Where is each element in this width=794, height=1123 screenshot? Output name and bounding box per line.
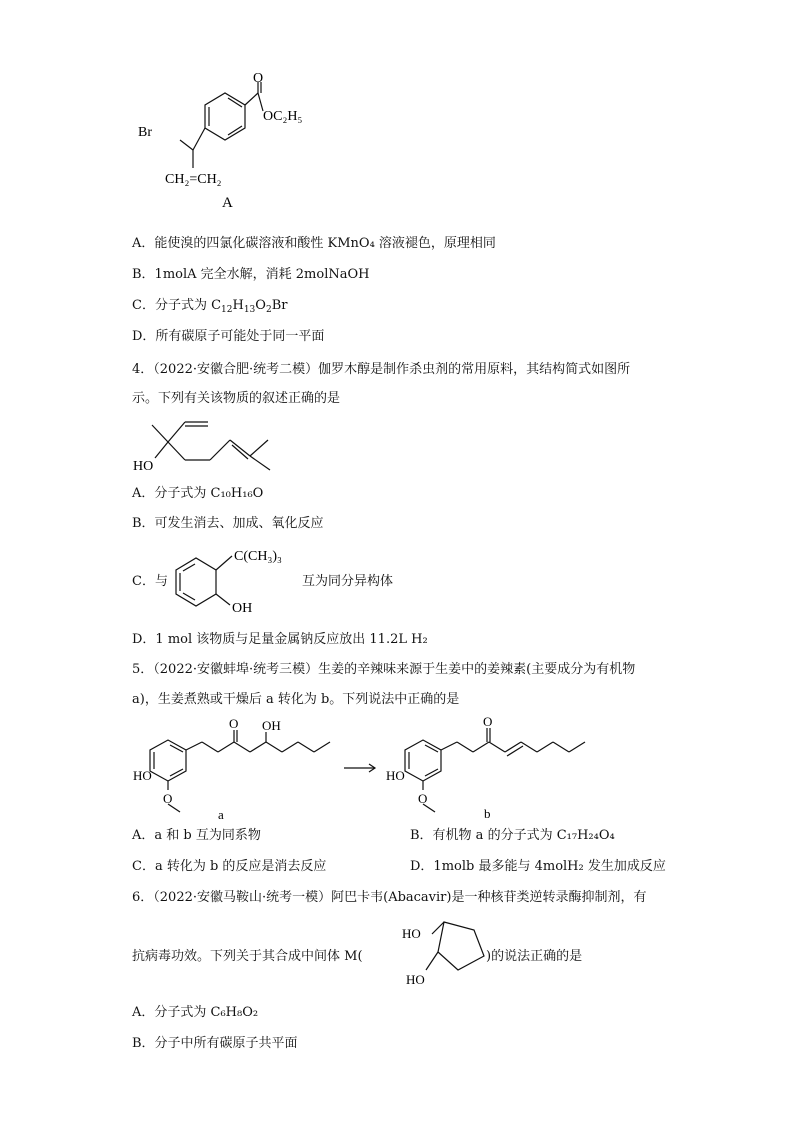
reaction-arrow (342, 762, 378, 774)
chem-ho-label: HO (386, 768, 405, 783)
molecule-a-label: A (222, 195, 233, 210)
q4-option-c-prefix: C．与 (132, 574, 168, 589)
linalool-structure (130, 410, 300, 480)
molecule-a-structure (130, 70, 330, 210)
chem-oc2h5-label: OC₂H₅ (263, 109, 303, 124)
chem-oh-label: OH (232, 601, 253, 616)
q5-option-a: A．a 和 b 互为同系物 (132, 828, 261, 843)
chem-ho-label: HO (406, 972, 425, 987)
chem-ch2ch2-label: CH₂=CH₂ (165, 172, 222, 187)
q3-option-c: C．分子式为 $C_{12}H_{13}O_2Br$ (132, 298, 288, 315)
label-b: b (484, 806, 491, 820)
q3-option-b: B．1molA 完全水解，消耗 2molNaOH (132, 267, 370, 282)
chem-o-label: O (163, 791, 173, 806)
chem-br-label: Br (138, 125, 152, 140)
chem-ho-label: HO (133, 459, 154, 474)
q3-option-a: A．能使溴的四氯化碳溶液和酸性 KMnO₄ 溶液褪色，原理相同 (132, 236, 496, 251)
q5-stem-line2: a)，生姜煮熟或干燥后 a 转化为 b。下列说法中正确的是 (132, 692, 460, 707)
isomer-structure (168, 542, 303, 620)
q4-option-c-suffix: 互为同分异构体 (302, 574, 394, 589)
q4-option-d: D．1 mol 该物质与足量金属钠反应放出 11.2L H₂ (132, 632, 428, 647)
chem-o-label: O (229, 718, 239, 731)
q4-option-b: B．可发生消去、加成、氧化反应 (132, 516, 324, 531)
q6-option-b: B．分子中所有碳原子共平面 (132, 1036, 298, 1051)
q4-stem-line1: 4．（2022·安徽合肥·统考二模）伽罗木醇是制作杀虫剂的常用原料，其结构简式如图所 (132, 362, 631, 377)
chem-oh-label: OH (262, 718, 281, 733)
q3-option-d: D．所有碳原子可能处于同一平面 (132, 329, 325, 344)
q6-stem-line1: 6．（2022·安徽马鞍山·统考一模）阿巴卡韦(Abacavir)是一种核苷类逆转录酶抑制剂，有 (132, 890, 647, 905)
molecule-a-gingerol (130, 718, 345, 820)
q6-option-a: A．分子式为 C₆H₈O₂ (132, 1005, 259, 1020)
chem-ho-label: HO (402, 926, 421, 941)
q5-option-b: B．有机物 a 的分子式为 C₁₇H₂₄O₄ (410, 828, 615, 843)
q6-stem-line2-prefix: 抗病毒功效。下列关于其合成中间体 M( (132, 949, 363, 964)
chem-tbutyl-label: C(CH₃)₃ (234, 549, 282, 564)
q4-stem-line2: 示。下列有关该物质的叙述正确的是 (132, 391, 341, 406)
q5-option-d: D．1molb 最多能与 4molH₂ 发生加成反应 (410, 859, 666, 874)
q5-stem-line1: 5．（2022·安徽蚌埠·统考三模）生姜的辛辣味来源于生姜中的姜辣素(主要成分为有机物 (132, 662, 636, 677)
q5-option-c: C．a 转化为 b 的反应是消去反应 (132, 859, 327, 874)
molecule-b-shogaol (383, 712, 598, 820)
chem-o-label: O (253, 71, 264, 86)
q6-stem-line2-suffix: )的说法正确的是 (486, 949, 583, 964)
chem-ho-label: HO (133, 768, 152, 783)
chem-o-label: O (418, 791, 428, 806)
molecule-m-structure (396, 912, 496, 990)
q4-option-a: A．分子式为 C₁₀H₁₆O (132, 486, 264, 501)
chem-o-label: O (483, 714, 493, 729)
label-a: a (218, 807, 224, 820)
